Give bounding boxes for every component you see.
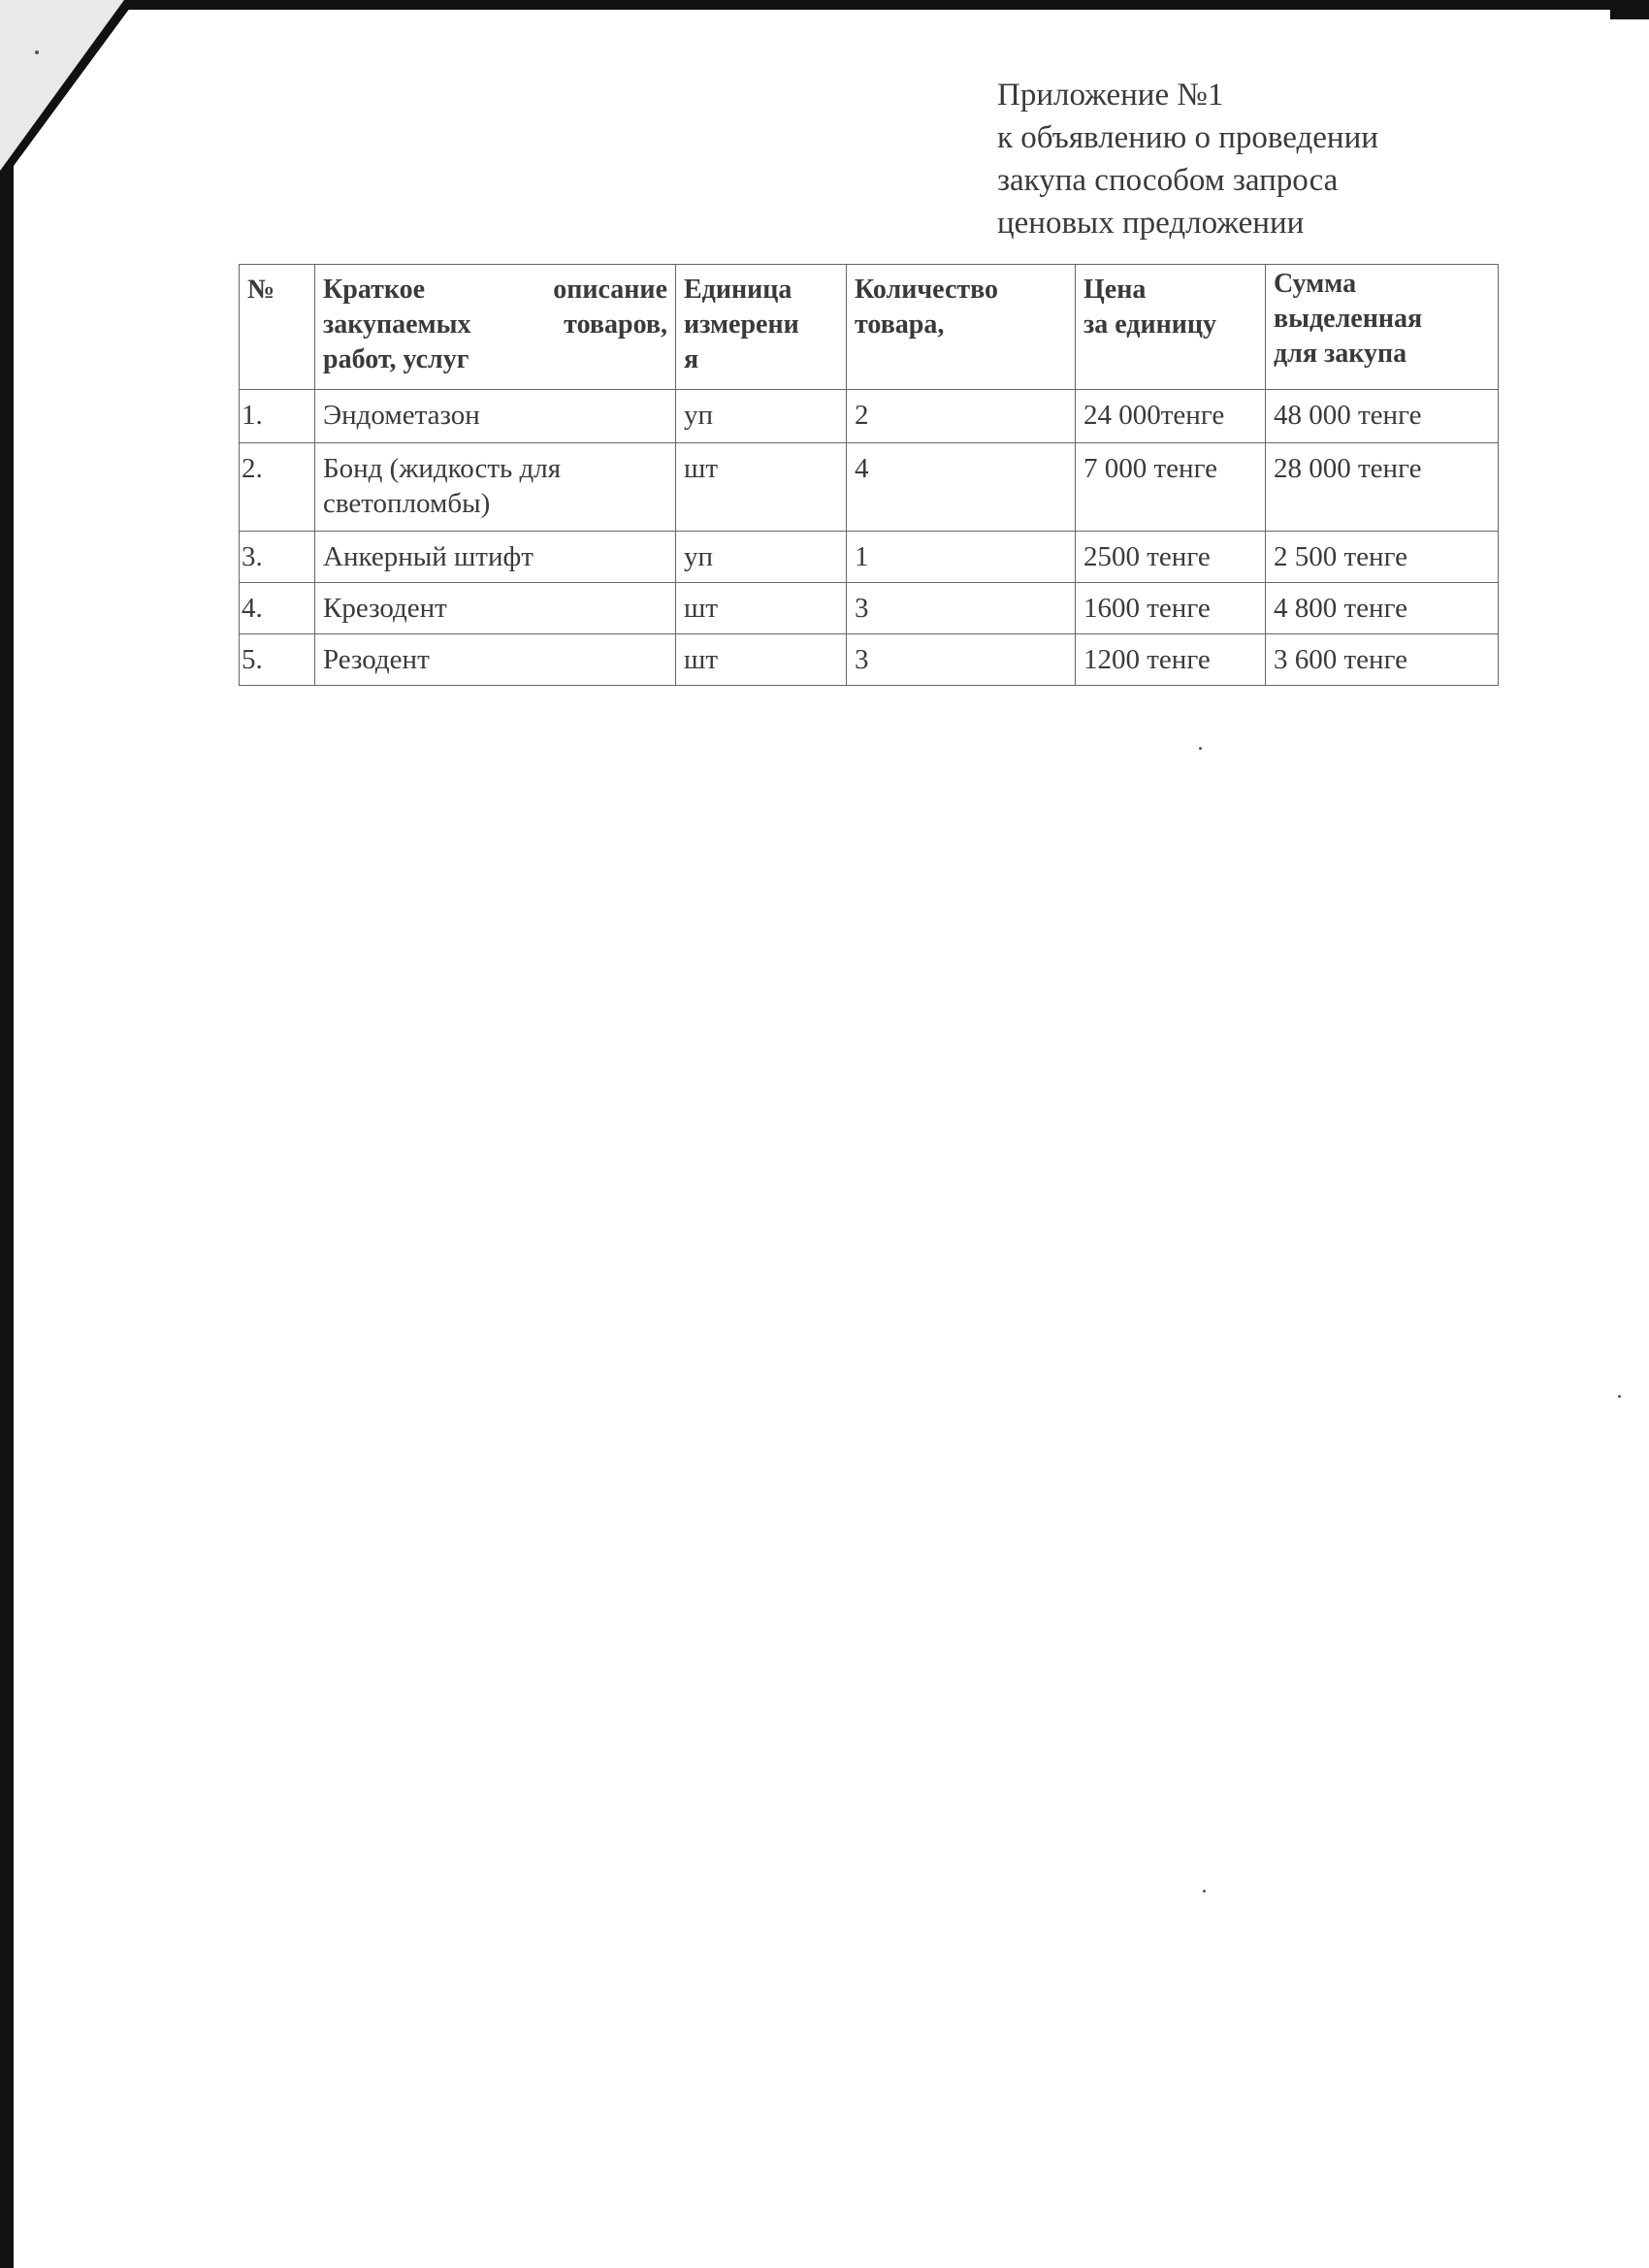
appendix-header: [997, 74, 1463, 244]
row-quantity: 4: [847, 443, 1076, 532]
row-total-sum: 4 800 тенге: [1266, 583, 1499, 634]
row-total-sum: 48 000 тенге: [1266, 390, 1499, 443]
column-header-description: Краткое описание закупаемых товаров, работ, услуг: [315, 265, 676, 390]
row-item-name: Крезодент: [315, 583, 676, 634]
table-row: [240, 443, 1499, 532]
scan-edge-top: [0, 0, 1649, 10]
scan-edge-left: [0, 0, 14, 2268]
table-row: [240, 532, 1499, 583]
row-item-name: Бонд (жидкость для светопломбы): [315, 443, 676, 532]
column-header-quantity: Количество товара,: [847, 265, 1076, 390]
table-row: [240, 634, 1499, 686]
row-item-name: Резодент: [315, 634, 676, 686]
table-row: [240, 583, 1499, 634]
scan-speck: [1199, 747, 1202, 750]
scan-corner-right: [1610, 0, 1649, 19]
row-number: 4.: [240, 583, 315, 634]
row-number: 3.: [240, 532, 315, 583]
column-header-unit-price: Цена за единицу: [1076, 265, 1266, 390]
row-total-sum: 2 500 тенге: [1266, 532, 1499, 583]
row-unit-price: 2500 тенге: [1076, 532, 1266, 583]
appendix-title: Приложение №1: [997, 78, 1224, 113]
table-row: [240, 390, 1499, 443]
row-unit-price: 1200 тенге: [1076, 634, 1266, 686]
row-total-sum: 3 600 тенге: [1266, 634, 1499, 686]
row-unit: уп: [676, 390, 847, 443]
row-item-name: Эндометазон: [315, 390, 676, 443]
column-header-unit: Единица измерени я: [676, 265, 847, 390]
row-unit: шт: [676, 634, 847, 686]
scan-corner-fold: [0, 0, 124, 171]
row-unit: уп: [676, 532, 847, 583]
row-unit-price: 1600 тенге: [1076, 583, 1266, 634]
appendix-subtitle-line: закупа способом запроса: [997, 163, 1339, 198]
row-quantity: 2: [847, 390, 1076, 443]
procurement-table: [239, 264, 1499, 686]
row-quantity: 3: [847, 634, 1076, 686]
row-quantity: 3: [847, 583, 1076, 634]
row-unit-price: 24 000тенге: [1076, 390, 1266, 443]
row-number: 2.: [240, 443, 315, 532]
scan-speck: [1618, 1395, 1621, 1398]
row-number: 1.: [240, 390, 315, 443]
row-number: 5.: [240, 634, 315, 686]
row-unit: шт: [676, 583, 847, 634]
row-unit-price: 7 000 тенге: [1076, 443, 1266, 532]
row-total-sum: 28 000 тенге: [1266, 443, 1499, 532]
appendix-subtitle-line: ценовых предложении: [997, 206, 1305, 241]
row-item-name: Анкерный штифт: [315, 532, 676, 583]
appendix-subtitle-line: к объявлению о проведении: [997, 120, 1378, 155]
row-unit: шт: [676, 443, 847, 532]
row-quantity: 1: [847, 532, 1076, 583]
scan-speck: [35, 50, 39, 54]
column-header-number: №: [240, 265, 315, 390]
column-header-total-sum: Сумма выделенная для закупа: [1266, 265, 1499, 390]
scan-speck: [1203, 1890, 1206, 1893]
table-header-row: [240, 265, 1499, 390]
